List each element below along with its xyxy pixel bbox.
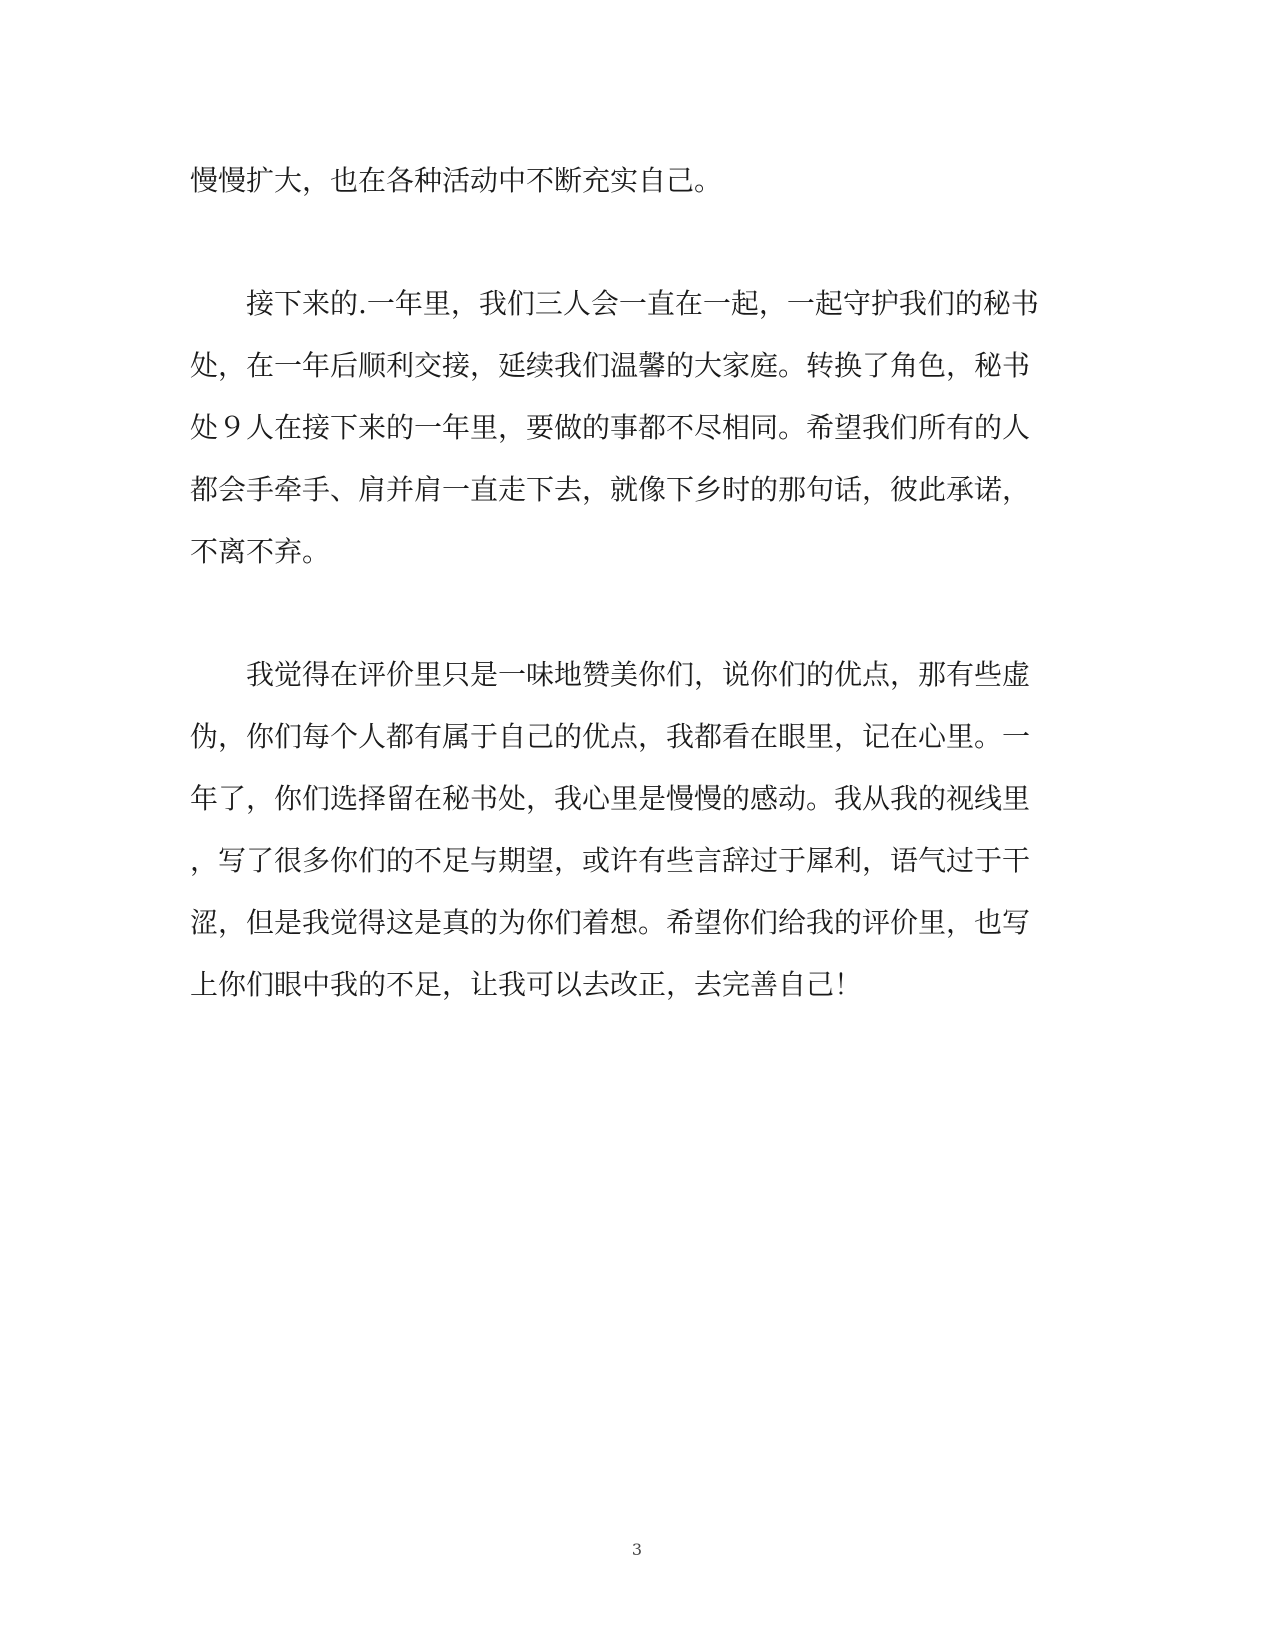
text-line-10: ，写了很多你们的不足与期望，或许有些言辞过于犀利，语气过于干: [190, 844, 1031, 877]
text-line-4: 处９人在接下来的一年里，要做的事都不尽相同。希望我们所有的人: [190, 411, 1031, 444]
page-number: 3: [631, 1540, 643, 1559]
text-line-11: 涩，但是我觉得这是真的为你们着想。希望你们给我的评价里，也写: [190, 906, 1031, 939]
text-line-12: 上你们眼中我的不足，让我可以去改正，去完善自己！: [190, 968, 863, 1001]
text-line-1: 慢慢扩大，也在各种活动中不断充实自己。: [190, 164, 723, 197]
text-line-8: 伪，你们每个人都有属于自己的优点，我都看在眼里，记在心里。一: [190, 720, 1031, 753]
text-line-5: 都会手牵手、肩并肩一直走下去，就像下乡时的那句话，彼此承诺，: [190, 473, 1031, 506]
text-line-7: 我觉得在评价里只是一味地赞美你们，说你们的优点，那有些虚: [190, 658, 1031, 691]
text-line-9: 年了，你们选择留在秘书处，我心里是慢慢的感动。我从我的视线里: [190, 782, 1031, 815]
text-line-3: 处，在一年后顺利交接，延续我们温馨的大家庭。转换了角色，秘书: [190, 349, 1031, 382]
text-line-6: 不离不弃。: [190, 535, 331, 568]
text-line-2: 接下来的.一年里，我们三人会一直在一起，一起守护我们的秘书: [190, 287, 1039, 320]
